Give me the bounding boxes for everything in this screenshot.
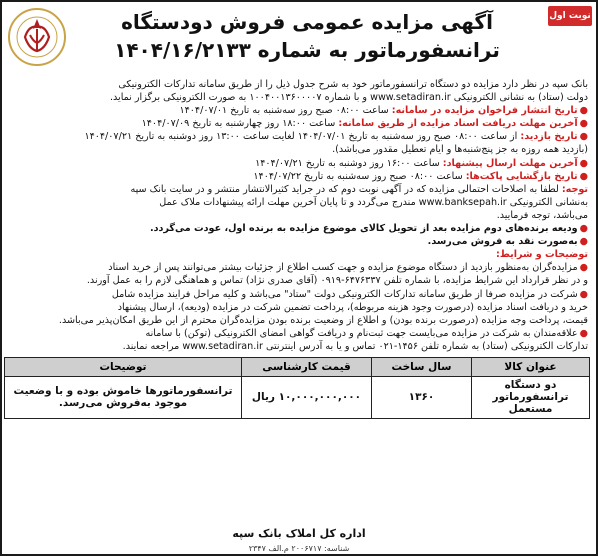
table-row [5,376,590,418]
note-line-2: به‌نشانی الکترونیکی www.banksepah.ir مندرج می‌گردد و تا پایان آخرین مهلت ارائه پیشنهادات ملاک عمل [159,196,588,208]
condition-item-cont: خرید و دریافت اسناد مزایده (درصورت وجود هزینه مربوطه)، پرداخت تضمین شرکت در مزایده (ودیعه)، ارسال پیشنهاد [117,301,588,313]
note-line-3: می‌باشد، توجه فرمایید. [496,209,588,221]
date-item: ●تاریخ انتشار فراخوان مزایده در سامانه: ساعت ۰۸:۰۰ صبح روز سه‌شنبه به تاریخ ۱۴۰۴/۰۷/۰۱ [179,105,588,117]
bank-sepah-logo-icon [8,8,66,66]
column-header-description: توضیحات [5,357,242,376]
date-item: ●تاریخ بازدید: از ساعت ۰۸:۰۰ صبح روز سه‌شنبه به تاریخ ۱۴۰۴/۰۷/۰۱ لغایت ساعت ۱۳:۰۰ روز دوشنبه به تاریخ ۱۴۰۴/۰۷/۲۱ [84,131,588,143]
signature: اداره کل املاک بانک سپه [232,527,366,540]
column-header-year: سال ساخت [372,357,472,376]
condition-item: ●علاقه‌مندان به شرکت در مزایده می‌بایست جهت ثبت‌نام و دریافت گواهی امضای الکترونیکی (توکن) با سامانه [145,327,588,339]
title-line-1: آگهی مزایده عمومی فروش دودستگاه [121,10,493,34]
conditions-title: توضیحات و شرایط: [495,249,588,261]
table-header-row [5,357,590,376]
date-item: (بازدید همه روزه به جز پنج‌شنبه‌ها و ایام تعطیل مقدور می‌باشد). [332,144,588,156]
cell-year: ۱۳۶۰ [372,376,472,418]
title-line-2: ترانسفورماتور به شماره ۱۴۰۴/۱۶/۲۱۳۳ [114,38,500,62]
deposit-line-1: ●ودیعه برنده‌های دوم مزایده بعد از تحویل کالای موضوع مزایده به برنده اول، عودت می‌گردد. [149,223,588,235]
condition-item: ●مزایده‌گران به‌منظور بازدید از دستگاه موضوع مزایده و جهت کسب اطلاع از جزئیات بیشتر می‌توانند پس از خرید اسناد [108,262,588,274]
deposit-line-2: ●به‌صورت نقد به فروش می‌رسد. [427,236,588,248]
date-item: ●تاریخ بازگشایی پاکت‌ها: ساعت ۰۸:۰۰ صبح روز سه‌شنبه به تاریخ ۱۴۰۴/۰۷/۲۲ [253,170,588,182]
column-header-title: عنوان کالا [472,357,590,376]
dates-block [10,104,588,183]
notice-header [2,2,596,78]
first-publication-badge: نوبت اول [548,6,592,26]
cell-title: دو دستگاه ترانسفورماتور مستعمل [472,376,590,418]
date-item: ●آخرین مهلت ارسال پیشنهاد: ساعت ۱۶:۰۰ روز دوشنبه به تاریخ ۱۴۰۴/۰۷/۲۱ [255,157,588,169]
notice-title [72,8,542,64]
intro-line-1: بانک سپه در نظر دارد مزایده دو دستگاه ترانسفورماتور خود به شرح جدول ذیل را از طریق سامانه تدارکات الکترونیکی [118,79,588,90]
condition-item-cont: قیمت، پرداخت وجه مزایده (درصورت برنده بودن) و اطلاع از وضعیت برنده بودن مزایده‌گران محترم از این طریق امکان‌پذیر می‌باشد. [58,314,588,326]
date-item: ●آخرین مهلت دریافت اسناد مزایده از طریق سامانه: ساعت ۱۸:۰۰ روز چهارشنبه به تاریخ ۱۴۰۴/۰۷/۰۹ [141,118,588,130]
goods-table [4,357,590,419]
publication-code: شناسه: ۲۰۰۶۷۱۷ م.الف ۲۳۴۷ [248,544,350,553]
condition-item: ●شرکت در مزایده صرفا از طریق سامانه تدارکات الکترونیکی دولت "ستاد" می‌باشد و کلیه مراحل فرایند مزایده شامل [111,288,588,300]
condition-item-cont: و در نظر قرارداد این شرایط مزایده، با شماره تلفن ۶۴۷۶۳۳۷-۰۹۱۹ (آقای صدری نژاد) تماس و هماهنگی لازم را به عمل آورند. [86,275,588,287]
intro-line-2: دولت (ستاد) به نشانی الکترونیکی www.setadiran.ir و با شماره ۱۰۰۴۰۰۱۳۶۰۰۰۰۷ به صورت الکترونیکی برگزار نماید. [109,92,588,104]
column-header-price: قیمت کارشناسی [242,357,372,376]
condition-item-cont: تدارکات الکترونیکی (ستاد) به شماره تلفن ۱۴۵۶-۰۲۱ تماس و یا به آدرس اینترنتی www.setadiran.ir مراجعه نمایند. [122,340,588,352]
note-line-1: توجه: لطفا به اصلاحات احتمالی مزایده که در آگهی نوبت دوم که در جراید کثیرالانتشار منتشر و در سایت بانک سپه [130,183,588,195]
notice-body [2,78,596,353]
cell-description: ترانسفورماتورها خاموش بوده و با وضعیت موجود به‌فروش می‌رسد. [5,376,242,418]
cell-price: ۱۰,۰۰۰,۰۰۰,۰۰۰ ریال [242,376,372,418]
